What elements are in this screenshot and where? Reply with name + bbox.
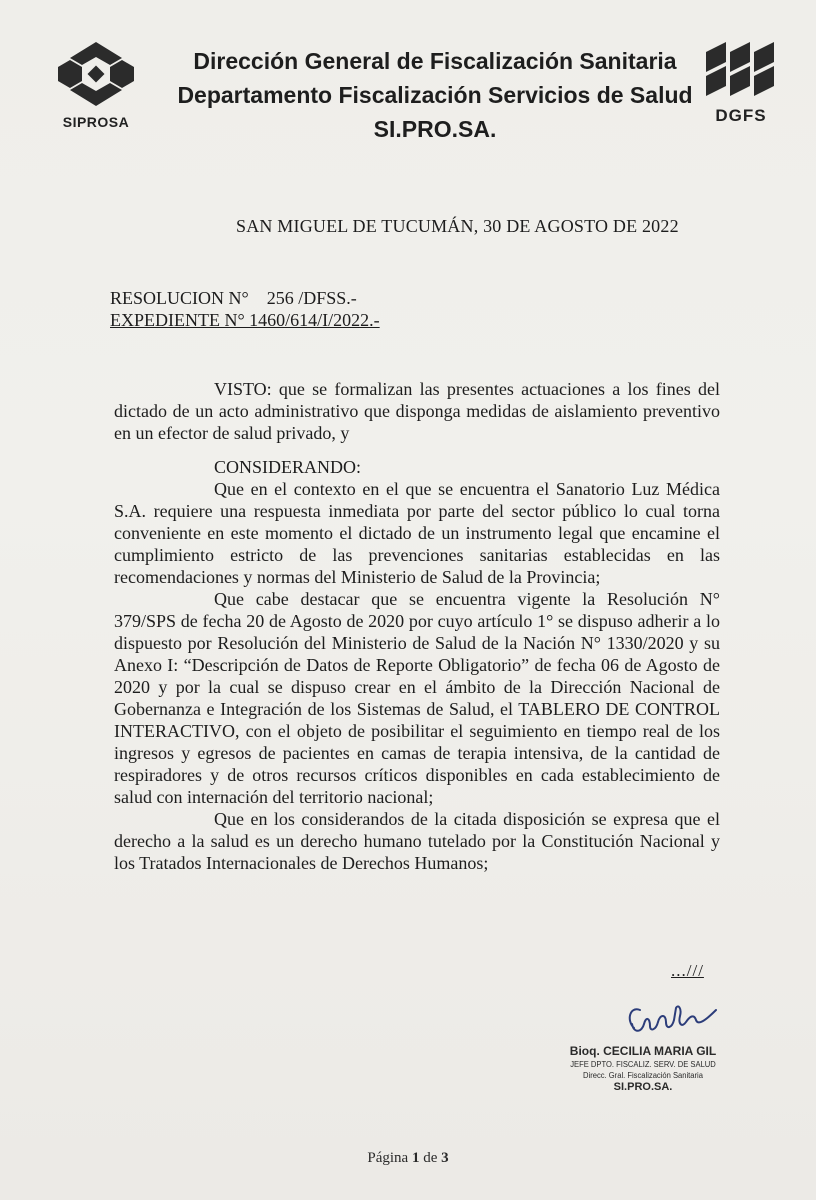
visto-paragraph: VISTO: que se formalizan las presentes actuaciones a los fines del dictado de un acto administrativo que disponga medidas de aislamiento preventivo en un efector de salud privado, y xyxy=(114,379,720,443)
header-line-1: Dirección General de Fiscalización Sanitaria xyxy=(193,48,677,74)
considerando-paragraph-2: Que cabe destacar que se encuentra vigente la Resolución N° 379/SPS de fecha 20 de Agosto de 2020 por cuyo artículo 1° se dispuso adherir a lo dispuesto por Resolución del Ministerio de Salud de la Nación N° 1330/2020 y su Anexo I: “Descripción de Datos de Reporte Obligatorio” de fecha 06 de Agosto de 2020 y por la cual se dispuso crear en el ámbito de la Dirección Nacional de Gobernanza e Integración de los Sistemas de Salud, el TABLERO DE CONTROL INTERACTIVO, con el objeto de posibilitar el seguimiento en tiempo real de los ingresos y egresos de pacientes en camas de terapia intensiva, de la cantidad de respiradores y de otros recursos críticos disponibles en cada establecimiento de salud con internación del territorio nacional; xyxy=(114,589,720,807)
considerando-paragraph-1: Que en el contexto en el que se encuentra el Sanatorio Luz Médica S.A. requiere una respuesta inmediata por parte del sector público lo cual torna conveniente en este momento el dictado de un instrumento legal que encamine el cumplimiento estricto de las prevenciones sanitarias establecidas en las recomendaciones y normas del Ministerio de Salud de la Provincia; xyxy=(114,479,720,587)
siprosa-logo-text: SIPROSA xyxy=(62,114,130,130)
document-body xyxy=(114,378,720,874)
page-total: 3 xyxy=(441,1150,449,1166)
signer-title: JEFE DPTO. FISCALIZ. SERV. DE SALUD xyxy=(570,1060,716,1069)
page-footer xyxy=(0,1150,816,1167)
resolution-number: RESOLUCION N° 256 /DFSS.- xyxy=(110,288,357,308)
signature-stamp xyxy=(548,1044,738,1094)
header-line-3: SI.PRO.SA. xyxy=(373,116,497,142)
dgfs-logo-text: DGFS xyxy=(715,106,767,125)
expediente-number: EXPEDIENTE N° 1460/614/I/2022.- xyxy=(110,310,380,330)
continuation-mark: .../// xyxy=(671,961,704,980)
signer-org: SI.PRO.SA. xyxy=(613,1081,673,1093)
signature-icon xyxy=(620,998,720,1042)
document-date: SAN MIGUEL DE TUCUMÁN, 30 DE AGOSTO DE 2022 xyxy=(236,216,679,236)
page-current: 1 xyxy=(411,1150,420,1166)
letterhead xyxy=(150,44,720,146)
considerando-paragraph-3: Que en los considerandos de la citada disposición se expresa que el derecho a la salud es un derecho humano tutelado por la Constitución Nacional y los Tratados Internacionales de Derechos Humanos; xyxy=(114,809,720,873)
page-of: de xyxy=(423,1150,438,1166)
signer-office: Direcc. Gral. Fiscalización Sanitaria xyxy=(583,1071,703,1080)
signer-name: Bioq. CECILIA MARIA GIL xyxy=(569,1044,717,1058)
siprosa-logo-icon xyxy=(50,40,142,112)
page-label: Página xyxy=(367,1150,409,1166)
header-line-2: Departamento Fiscalización Servicios de Salud xyxy=(177,82,693,108)
signature-block xyxy=(548,998,738,1108)
resolution-block xyxy=(110,287,380,331)
considerando-heading: CONSIDERANDO: xyxy=(214,457,362,477)
siprosa-logo xyxy=(50,40,142,135)
